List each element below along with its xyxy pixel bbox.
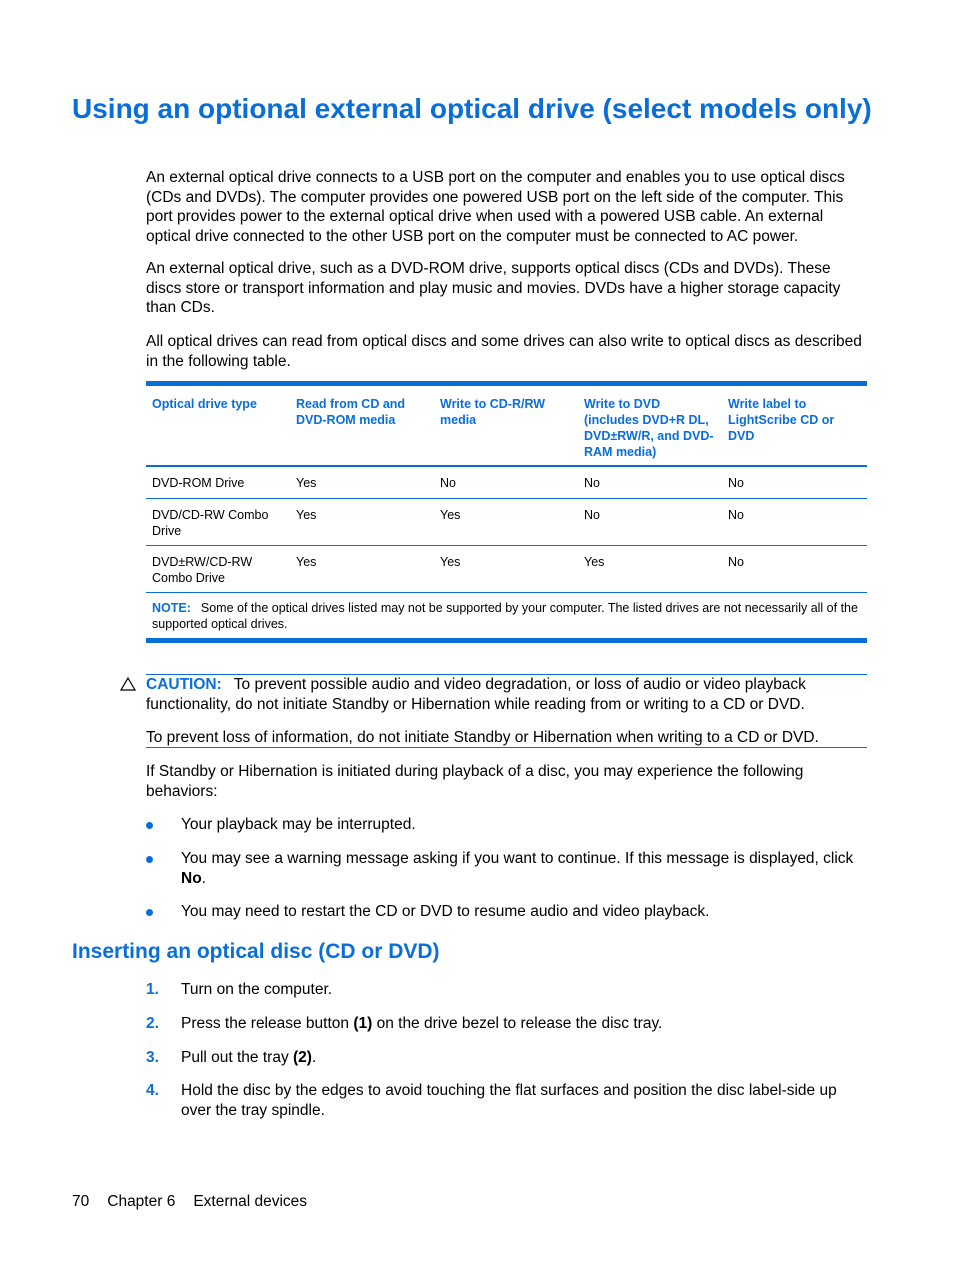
- table-cell: No: [584, 476, 600, 490]
- table-row: [146, 546, 867, 593]
- list-item-text-post: .: [201, 869, 206, 887]
- note-label: NOTE:: [152, 601, 191, 615]
- step-text: Hold the disc by the edges to avoid touching the flat surfaces and position the disc label-side up over the tray spindle.: [181, 1082, 837, 1119]
- step-item: [146, 1014, 868, 1034]
- table-cell: DVD/CD-RW Combo Drive: [152, 508, 269, 538]
- step-text: [181, 1014, 868, 1034]
- table-cell: DVD±RW/CD-RW Combo Drive: [152, 555, 253, 585]
- behaviors-intro: If Standby or Hibernation is initiated during playback of a disc, you may experience the following behaviors:: [146, 763, 804, 800]
- caution-label: CAUTION:: [146, 676, 222, 693]
- step-number: 1.: [146, 981, 159, 998]
- step-item: [146, 980, 868, 1000]
- table-cell: Yes: [296, 508, 317, 522]
- header-cell: Write label to LightScribe CD or DVD: [728, 397, 835, 443]
- bullet-icon: [146, 822, 153, 829]
- section-heading: Inserting an optical disc (CD or DVD): [72, 940, 440, 963]
- page-number: 70: [72, 1193, 90, 1210]
- optical-drive-table: [146, 381, 867, 643]
- table-row: [146, 467, 867, 499]
- step-number: 2.: [146, 1015, 159, 1032]
- header-cell: Write to CD-R/RW media: [440, 397, 546, 427]
- chapter-title: External devices: [193, 1193, 308, 1210]
- caution-paragraph-2: To prevent loss of information, do not initiate Standby or Hibernation when writing to a CD or DVD.: [146, 729, 819, 746]
- list-item-text: You may need to restart the CD or DVD to resume audio and video playback.: [181, 903, 710, 920]
- table-header-row: [146, 386, 867, 467]
- table-cell: No: [440, 476, 456, 490]
- drive-description-paragraph: An external optical drive, such as a DVD-ROM drive, supports optical discs (CDs and DVDs). These discs store or transport information and play music and movies. DVDs have a higher storage capacity than CDs.: [146, 260, 841, 316]
- step-text-post: on the drive bezel to release the disc tray.: [372, 1015, 663, 1032]
- list-item: [146, 815, 868, 835]
- list-item-text-pre: You may see a warning message asking if you want to continue. If this message is displayed, click: [181, 850, 854, 867]
- table-cell: Yes: [440, 555, 461, 569]
- intro-paragraph: An external optical drive connects to a USB port on the computer and enables you to use optical discs (CDs and DVDs). The computer provides one powered USB port on the left side of the computer. This port provides power to the external optical drive when used with a powered USB cable. An external optical drive connected to the other USB port on the computer must be connected to AC power.: [146, 169, 845, 245]
- list-item-text: Your playback may be interrupted.: [181, 816, 416, 833]
- bullet-icon: [146, 856, 153, 863]
- step-text: Turn on the computer.: [181, 981, 333, 998]
- list-item-text: [181, 849, 868, 888]
- step-text-pre: Pull out the tray: [181, 1049, 294, 1066]
- page-heading: Using an optional external optical drive (select models only): [72, 93, 872, 124]
- table-cell: Yes: [440, 508, 461, 522]
- header-cell: Write to DVD (includes DVD+R DL, DVD±RW/R, and DVD-RAM media): [584, 397, 714, 459]
- caution-text: To prevent possible audio and video degradation, or loss of audio or video playback functionality, do not initiate Standby or Hibernation while reading from or writing to a CD or DVD.: [146, 676, 806, 713]
- note-text: Some of the optical drives listed may not be supported by your computer. The listed drives are not necessarily all of the supported optical drives.: [152, 601, 858, 631]
- step-number: 4.: [146, 1082, 159, 1099]
- callout-number: (2): [293, 1049, 312, 1066]
- header-cell: Read from CD and DVD-ROM media: [296, 397, 406, 427]
- table-cell: No: [728, 476, 744, 490]
- step-text-post: .: [311, 1049, 317, 1066]
- table-intro-paragraph: All optical drives can read from optical discs and some drives can also write to optical discs as described in the following table.: [146, 333, 862, 370]
- table-cell: No: [728, 508, 744, 522]
- caution-paragraph: [146, 675, 868, 714]
- table-cell: Yes: [584, 555, 605, 569]
- chapter-label: Chapter 6: [107, 1193, 176, 1210]
- table-cell: No: [584, 508, 600, 522]
- bullet-icon: [146, 909, 153, 916]
- list-item: [146, 849, 868, 888]
- table-cell: Yes: [296, 476, 317, 490]
- step-text: [181, 1048, 868, 1068]
- page-footer: [72, 1193, 325, 1211]
- list-item: [146, 902, 868, 922]
- table-row: [146, 499, 867, 546]
- table-cell: DVD-ROM Drive: [152, 476, 245, 490]
- step-number: 3.: [146, 1049, 159, 1066]
- header-cell: Optical drive type: [152, 397, 257, 411]
- caution-bottom-rule: [146, 747, 867, 748]
- step-text-pre: Press the release button: [181, 1015, 354, 1032]
- no-option-label: No: [181, 869, 202, 887]
- table-cell: No: [728, 555, 744, 569]
- step-item: [146, 1081, 868, 1120]
- table-cell: Yes: [296, 555, 317, 569]
- table-note: [146, 593, 867, 638]
- step-item: [146, 1048, 868, 1068]
- caution-triangle-icon: [120, 676, 136, 692]
- callout-number: (1): [353, 1015, 373, 1032]
